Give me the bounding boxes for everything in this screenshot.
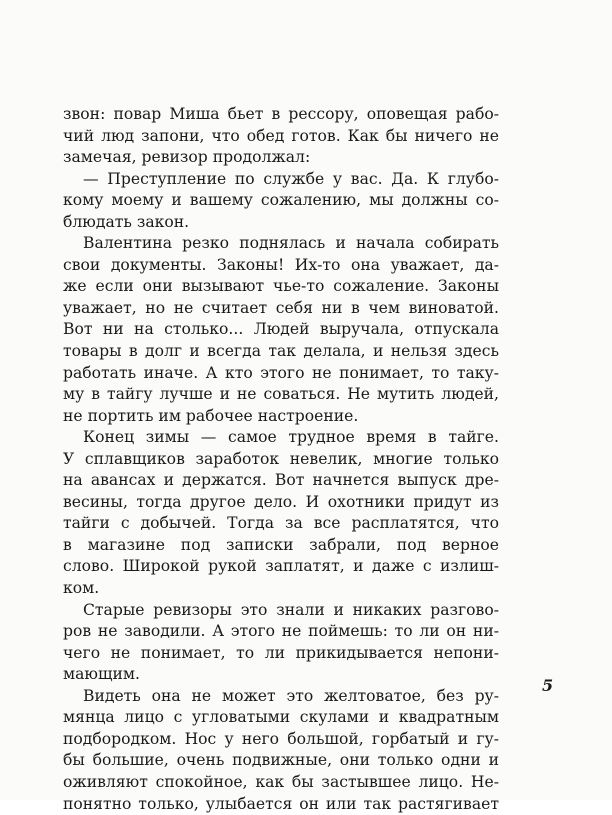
text-line: ком. xyxy=(63,578,499,600)
text-line: работать иначе. А кто этого не понимает, то таку- xyxy=(63,363,499,385)
text-line: — Преступление по службе у вас. Да. К глубо- xyxy=(63,169,499,191)
text-line: в магазине под записки забрали, под верное xyxy=(63,535,499,557)
text-line: товары в долг и всегда так делала, и нельзя здесь xyxy=(63,341,499,363)
paragraph xyxy=(63,169,499,234)
text-line: У сплавщиков заработок невелик, многие только xyxy=(63,449,499,471)
text-line: мянца лицо с угловатыми скулами и квадратным xyxy=(63,707,499,729)
text-line: уважает, но не считает себя ни в чем виноватой. xyxy=(63,298,499,320)
paragraph xyxy=(63,104,499,169)
text-line: му в тайгу лучше и не соваться. Не мутить людей, xyxy=(63,384,499,406)
text-line: Конец зимы — самое трудное время в тайге. xyxy=(63,427,499,449)
body-text xyxy=(63,104,499,815)
text-line: оживляют спокойное, как бы застывшее лицо. Не- xyxy=(63,772,499,794)
text-line: Старые ревизоры это знали и никаких разгово- xyxy=(63,600,499,622)
text-line: чего не понимает, то ли прикидывается непони- xyxy=(63,643,499,665)
text-line: блюдать закон. xyxy=(63,212,499,234)
text-line: бы большие, очень подвижные, они только одни и xyxy=(63,750,499,772)
text-line: звон: повар Миша бьет в рессору, оповещая рабо- xyxy=(63,104,499,126)
text-line: подбородком. Нос у него большой, горбатый и гу- xyxy=(63,729,499,751)
text-line: понятно только, улыбается он или так растягивает xyxy=(63,794,499,815)
paragraph xyxy=(63,686,499,815)
paragraph xyxy=(63,600,499,686)
text-line: мающим. xyxy=(63,664,499,686)
text-line: чий люд запони, что обед готов. Как бы ничего не xyxy=(63,126,499,148)
text-line: на авансах и держатся. Вот начнется выпуск дре- xyxy=(63,470,499,492)
text-line: Видеть она не может это желтоватое, без ру- xyxy=(63,686,499,708)
text-line: свои документы. Законы! Их-то она уважает, да- xyxy=(63,255,499,277)
text-line: ров не заводили. А этого не поймешь: то ли он ни- xyxy=(63,621,499,643)
text-line: замечая, ревизор продолжал: xyxy=(63,147,499,169)
text-line: весины, тогда другое дело. И охотники придут из xyxy=(63,492,499,514)
page-number: 5 xyxy=(542,676,553,695)
text-line: не портить им рабочее настроение. xyxy=(63,406,499,428)
text-line: кому моему и вашему сожалению, мы должны со- xyxy=(63,190,499,212)
text-line: тайги с добычей. Тогда за все расплатятся, что xyxy=(63,513,499,535)
text-line: же если они вызывают чье-то сожаление. Законы xyxy=(63,276,499,298)
text-line: Валентина резко поднялась и начала собирать xyxy=(63,233,499,255)
text-line: Вот ни на столько... Людей выручала, отпускала xyxy=(63,319,499,341)
paragraph xyxy=(63,427,499,599)
paragraph xyxy=(63,233,499,427)
text-line: слово. Широкой рукой заплатят, и даже с излиш- xyxy=(63,556,499,578)
